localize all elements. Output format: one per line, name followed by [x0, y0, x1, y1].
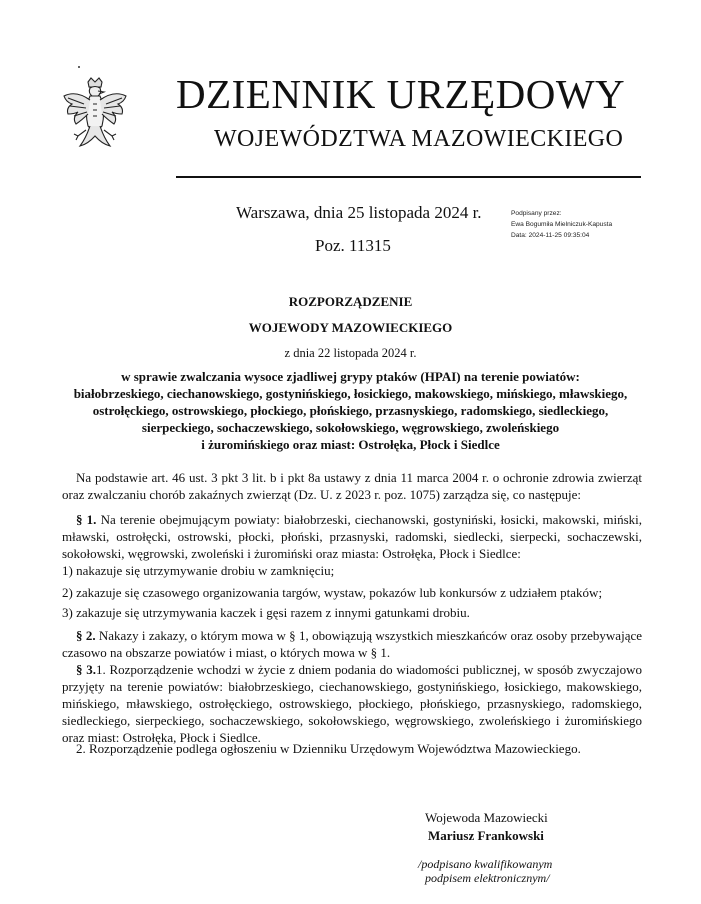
signature-note: /podpisano kwalifikowanym — [418, 857, 553, 871]
signatory-role: Wojewoda Mazowiecki — [425, 810, 548, 825]
signature-stamp-signer: Ewa Bogumiła Mielniczuk-Kapusta — [511, 221, 613, 228]
document-issuer: WOJEWODY MAZOWIECKIEGO — [248, 320, 453, 335]
journal-title: DZIENNIK URZĘDOWY — [176, 71, 626, 117]
subject-line: białobrzeskiego, ciechanowskiego, gostynińskiego, łosickiego, makowskiego, mińskiego, mławskiego, — [73, 386, 628, 401]
list-item: 2) zakazuje się czasowego organizowania targów, wystaw, pokazów lub konkursów z udziałem ptaków; — [62, 585, 603, 600]
paragraph-1-marker: § 1. — [76, 512, 97, 527]
subject-line: sierpeckiego, sochaczewskiego, sokołowskiego, węgrowskiego, zwoleńskiego — [141, 420, 560, 435]
position-number: Poz. 11315 — [315, 236, 391, 255]
document-date: z dnia 22 listopada 2024 r. — [284, 346, 417, 360]
paragraph-3-text: 1. Rozporządzenie wchodzi w życie z dniem podania do wiadomości publicznej, w sposób zwyczajowo przyjęty na terenie powiatów: białobrzeskiego, ciechanowskiego, gostynińskiego, łosickiego, makowskiego, mińskiego, mławskiego, ostrołęckiego, ostrowskiego, płockiego, płońskiego, przasnyskiego, radomskiego, siedleckiego, sierpeckiego, sochaczewskiego, sokołowskiego, węgrowskiego, zwoleńskiego i żuromińskiego oraz miast: Ostrołęka, Płock i Siedlce. — [62, 662, 643, 745]
preamble: Na podstawie art. 46 ust. 3 pkt 3 lit. b i pkt 8a ustawy z dnia 11 marca 2004 r. o ochronie zdrowia zwierząt oraz zwalczaniu chorób zakaźnych zwierząt (Dz. U. z 2023 r. poz. 1075) zarządza się, co następuje: — [62, 470, 642, 502]
subject-line: w sprawie zwalczania wysoce zjadliwej grypy ptaków (HPAI) na terenie powiatów: — [121, 369, 580, 384]
polish-eagle-icon — [60, 76, 130, 156]
journal-subtitle: WOJEWÓDZTWA MAZOWIECKIEGO — [214, 126, 624, 152]
paragraph-2-marker: § 2. — [76, 628, 96, 643]
digital-signature-stamp — [511, 208, 612, 241]
scan-speck — [78, 66, 80, 68]
paragraph-2 — [62, 627, 642, 661]
paragraph-3-marker: § 3. — [76, 662, 96, 677]
document-subject — [40, 368, 661, 453]
document-type: ROZPORZĄDZENIE — [288, 294, 413, 309]
header-divider — [176, 176, 641, 178]
signatory-name: Mariusz Frankowski — [428, 828, 544, 843]
paragraph-2-text: Nakazy i zakazy, o którym mowa w § 1, obowiązują wszystkich mieszkańców oraz osoby przebywające czasowo na obszarze powiatów i miast, o których mowa w § 1. — [62, 628, 643, 660]
subject-line: ostrołęckiego, ostrowskiego, płockiego, płońskiego, przasnyskiego, radomskiego, siedleckiego, — [92, 403, 609, 418]
place-and-date: Warszawa, dnia 25 listopada 2024 r. — [236, 203, 482, 222]
paragraph-1-text: Na terenie obejmującym powiaty: białobrzeski, ciechanowski, gostyniński, łosicki, makowski, miński, mławski, ostrołęcki, ostrowski, płocki, płoński, przasnyski, radomski, siedlecki, sierpecki, sochaczewski, sokołowski, węgrowski, zwoleński i żuromiński oraz miasta: Ostrołęka, Płock i Siedlce: — [62, 512, 643, 561]
paragraph-3-point-2: 2. Rozporządzenie podlega ogłoszeniu w Dzienniku Urzędowym Województwa Mazowieckiego. — [76, 741, 581, 756]
subject-line: i żuromińskiego oraz miast: Ostrołęka, Płock i Siedlce — [201, 437, 500, 452]
signature-note: podpisem elektronicznym/ — [425, 871, 550, 885]
list-item: 3) zakazuje się utrzymywania kaczek i gęsi razem z innymi gatunkami drobiu. — [62, 605, 470, 620]
signature-stamp-label: Podpisany przez: — [511, 210, 562, 217]
list-item: 1) nakazuje się utrzymywanie drobiu w zamknięciu; — [62, 563, 335, 578]
paragraph-3 — [62, 661, 642, 746]
paragraph-1 — [62, 511, 642, 562]
signature-stamp-date: Data: 2024-11-25 09:35:04 — [511, 232, 590, 239]
